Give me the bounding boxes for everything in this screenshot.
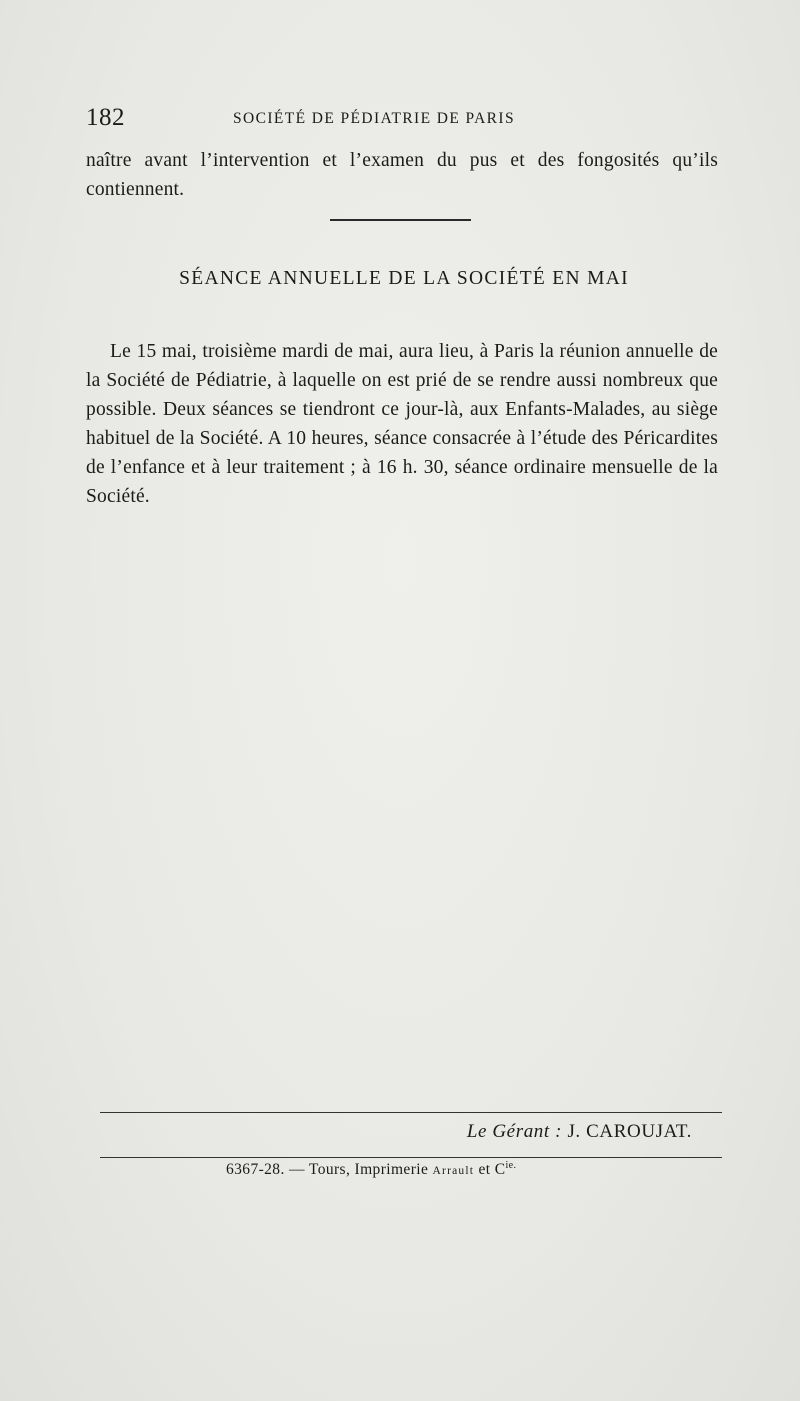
section-title: SÉANCE ANNUELLE DE LA SOCIÉTÉ EN MAI	[179, 268, 629, 289]
imprint-suffix: et C	[478, 1161, 506, 1179]
page-header	[86, 104, 726, 138]
section-body: Le 15 mai, troisième mardi de mai, aura lieu, à Paris la réunion annuelle de la Société de Pédiatrie, à laquelle on est prié de se rendre aussi nombreux que possible. Deux séances se tiendront ce jour-là, aux Enfants-Malades, au siège habituel de la Société. A 10 heures, séance consacrée à l’étude des Péricardites de l’enfance et à leur traitement ; à 16 h. 30, séance ordinaire mensuelle de la Société.	[86, 341, 718, 507]
printer-imprint	[226, 1160, 516, 1179]
footer-rule-bottom	[100, 1157, 722, 1158]
imprint-superscript: ie.	[505, 1160, 517, 1171]
footer-rule-top	[100, 1112, 722, 1113]
section-divider	[330, 219, 471, 221]
gerant-signature	[467, 1121, 692, 1143]
imprint-printer: Arrault	[432, 1165, 475, 1178]
gerant-label: Le Gérant :	[466, 1121, 563, 1142]
running-title: SOCIÉTÉ DE PÉDIATRIE DE PARIS	[233, 110, 516, 127]
gerant-name: J. CAROUJAT.	[567, 1121, 692, 1142]
imprint-prefix: 6367-28. — Tours, Imprimerie	[226, 1161, 429, 1179]
page-number: 182	[86, 104, 125, 131]
continuation-paragraph: naître avant l’intervention et l’examen du pus et des fongosités qu’ils contiennent.	[86, 150, 718, 200]
